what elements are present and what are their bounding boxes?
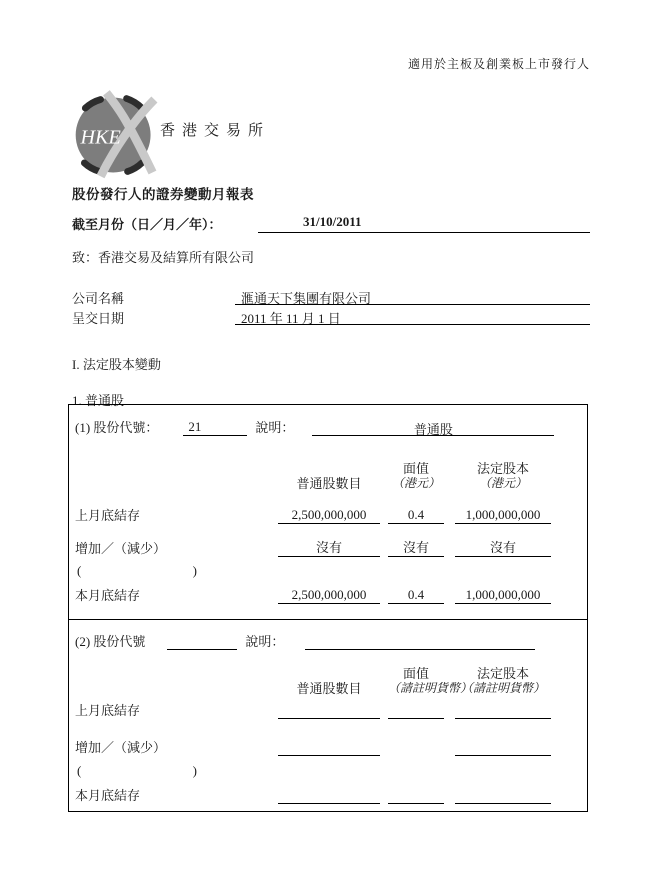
header-shares-1: 普通股數目	[296, 476, 362, 491]
sub-heading-ordinary-shares: 1. 普通股	[72, 393, 125, 408]
paren-close: )	[192, 563, 197, 578]
applicability-note: 適用於主板及創業板上市發行人	[407, 57, 590, 71]
row-label-prev-balance-2: 上月底結存	[75, 703, 141, 718]
header-auth-line1: 法定股本	[476, 666, 529, 681]
row-label-current-balance-2: 本月底結存	[75, 788, 141, 803]
description-value-1: 普通股	[312, 419, 554, 436]
prev-par-1: 0.4	[388, 506, 444, 524]
table-row	[69, 785, 587, 804]
month-end-label: 截至月份（日／月／年）：	[72, 217, 222, 232]
table-row	[69, 537, 587, 557]
current-shares-2	[278, 786, 380, 804]
prev-shares-1: 2,500,000,000	[278, 506, 380, 524]
change-par-2	[388, 738, 444, 756]
header-par-line1: 面值	[402, 461, 429, 476]
header-par-line2: （港元）	[391, 476, 440, 490]
submission-date-value-field: 2011 年 11 月 1 日	[235, 308, 590, 325]
header-auth-line2: （港元）	[478, 476, 527, 490]
header-auth-line1: 法定股本	[476, 461, 529, 476]
submission-date-row	[72, 308, 592, 326]
description-value-2	[305, 633, 535, 650]
submission-date-label: 呈交日期	[72, 311, 125, 326]
change-reason-parens-2	[77, 763, 197, 779]
change-auth-1: 沒有	[455, 537, 551, 557]
form-title: 股份發行人的證券變動月報表	[72, 187, 254, 202]
stock-code-row-2	[69, 631, 587, 650]
description-label-2: 說明：	[245, 634, 285, 649]
table-row	[69, 700, 587, 719]
header-authorised-capital-1	[455, 461, 551, 491]
stock-code-value-2	[167, 633, 237, 650]
header-authorised-capital-2	[455, 666, 551, 696]
paren-close: )	[192, 763, 197, 778]
section-heading-authorised-capital: I. 法定股本變動	[72, 357, 161, 372]
hkex-logo	[68, 88, 328, 183]
stock-code-label-2: (2) 股份代號	[75, 634, 146, 649]
change-shares-2	[278, 738, 380, 756]
company-name-value-field: 滙通天下集團有限公司	[235, 288, 590, 305]
row-label-increase-decrease-2: 增加／（減少）	[75, 740, 167, 755]
description-label-1: 說明：	[255, 420, 295, 435]
current-auth-2	[455, 786, 551, 804]
current-par-1: 0.4	[388, 586, 444, 604]
header-auth-line2: （請註明貨幣）	[460, 681, 545, 695]
header-par-line1: 面值	[402, 666, 429, 681]
company-name-label: 公司名稱	[72, 291, 125, 306]
current-shares-1: 2,500,000,000	[278, 586, 380, 604]
exchange-name: 香港交易所	[160, 123, 271, 139]
column-header-row-2	[69, 653, 587, 696]
addressee-line: 致：香港交易及結算所有限公司	[72, 250, 255, 265]
paren-open: (	[77, 563, 82, 578]
section-divider	[69, 619, 587, 620]
prev-auth-1: 1,000,000,000	[455, 506, 551, 524]
paren-open: (	[77, 763, 82, 778]
stock-code-row-1	[69, 417, 587, 436]
prev-par-2	[388, 701, 444, 719]
change-auth-2	[455, 738, 551, 756]
hkex-monogram: HKE	[80, 126, 121, 149]
header-par-value-2	[388, 666, 473, 696]
column-header-row-1	[69, 451, 587, 491]
table-row	[69, 585, 587, 604]
current-par-2	[388, 786, 444, 804]
table-row	[69, 505, 587, 524]
table-row	[69, 737, 587, 756]
row-label-current-balance-1: 本月底結存	[75, 588, 141, 603]
current-auth-1: 1,000,000,000	[455, 586, 551, 604]
company-name-row	[72, 288, 592, 306]
month-end-value-field: 31/10/2011	[258, 214, 590, 233]
prev-shares-2	[278, 701, 380, 719]
change-reason-parens-1	[77, 563, 197, 579]
header-shares-2: 普通股數目	[296, 681, 362, 696]
header-par-line2: （請註明貨幣）	[388, 681, 473, 695]
change-par-1: 沒有	[388, 537, 444, 557]
hkex-globe-icon	[68, 88, 164, 183]
header-par-value-1	[388, 461, 444, 491]
authorised-capital-table	[68, 404, 588, 812]
prev-auth-2	[455, 701, 551, 719]
row-label-increase-decrease-1: 增加／（減少）	[75, 541, 167, 556]
stock-code-label-1: (1) 股份代號：	[75, 420, 159, 435]
stock-code-value-1: 21	[183, 419, 247, 436]
month-end-row	[72, 214, 592, 234]
change-shares-1: 沒有	[278, 537, 380, 557]
row-label-prev-balance-1: 上月底結存	[75, 508, 141, 523]
